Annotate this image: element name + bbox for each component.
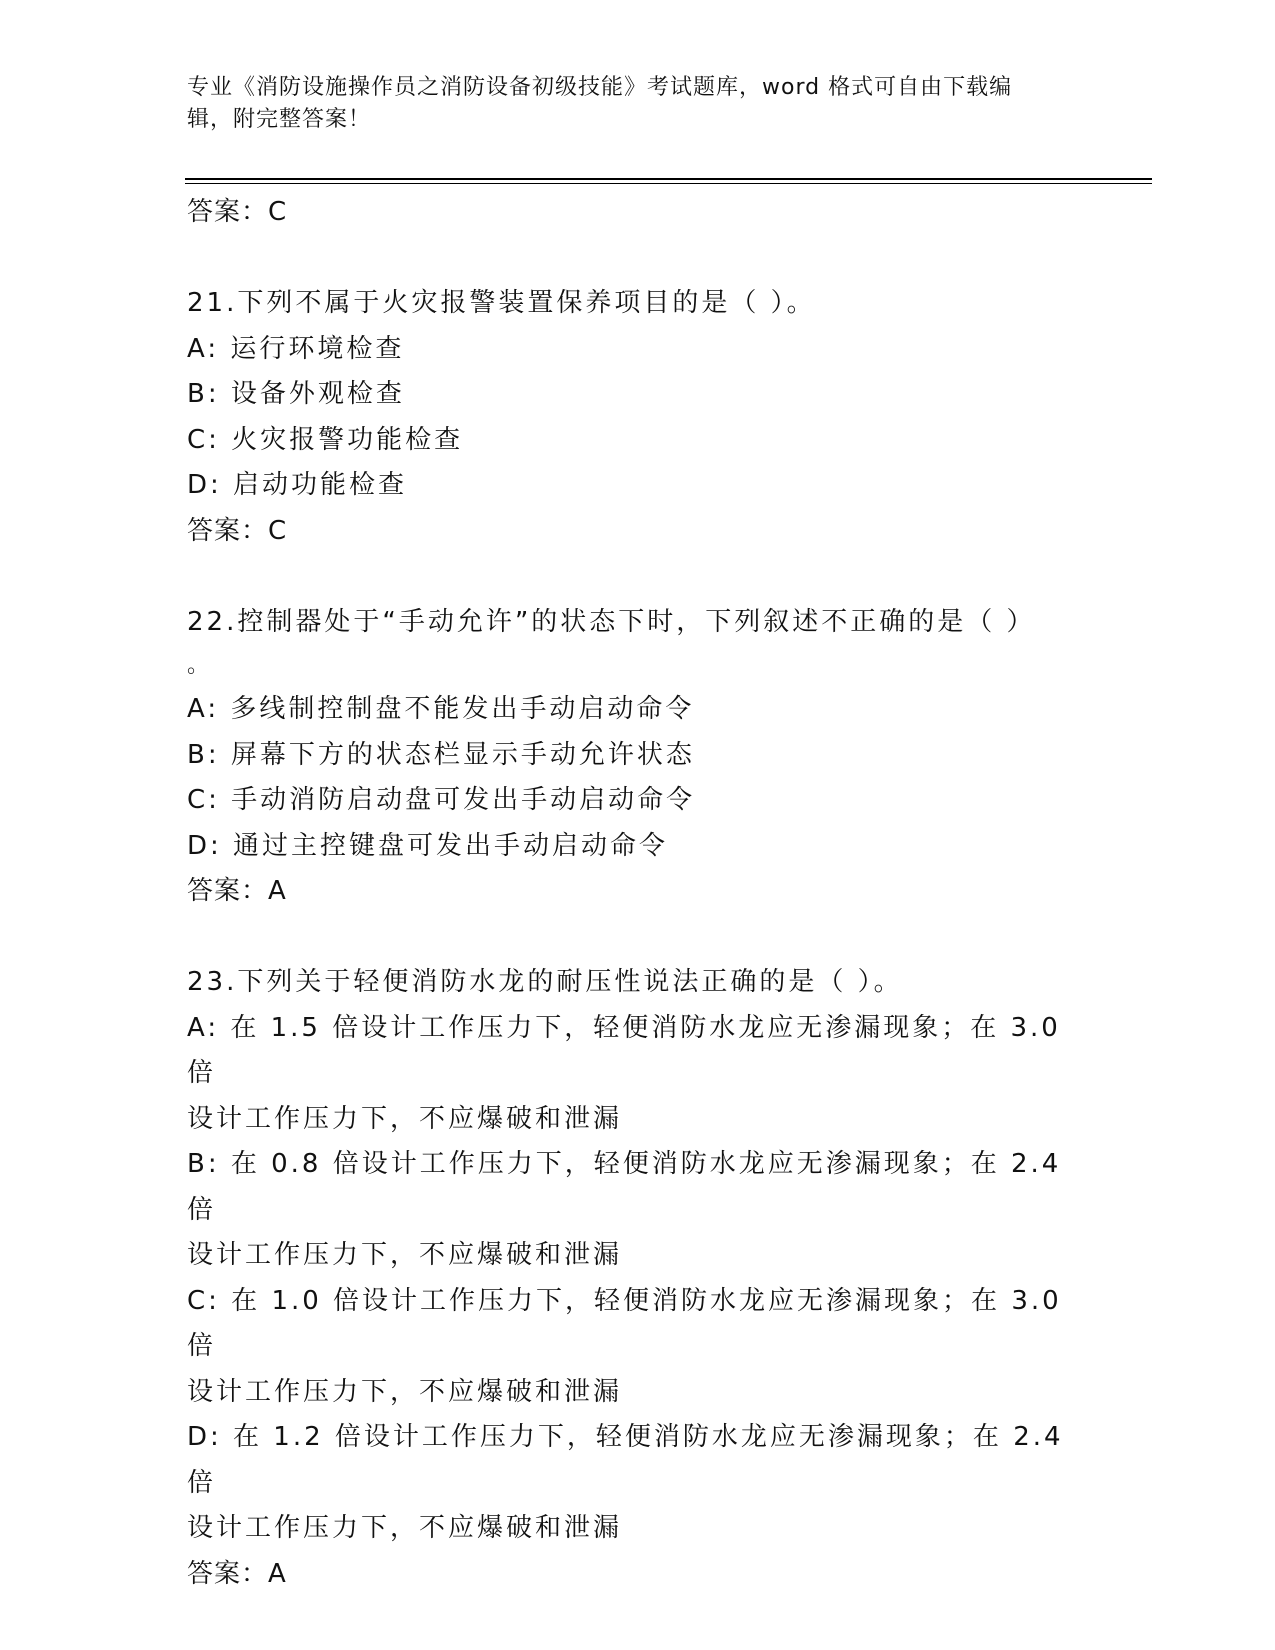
question-answer [187,869,1087,913]
header-divider-thick [185,178,1152,180]
option-b: B: 在 0.8 倍设计工作压力下，轻便消防水龙应无渗漏现象；在 2.4 倍 [187,1149,1062,1225]
option-b: B: 屏幕下方的状态栏显示手动允许状态 [187,739,695,770]
option-d: D: 在 1.2 倍设计工作压力下，轻便消防水龙应无渗漏现象；在 2.4 倍 [187,1422,1064,1498]
option-c: C: 手动消防启动盘可发出手动启动命令 [187,785,696,815]
option-c-continuation: 设计工作压力下，不应爆破和泄漏 [187,1376,623,1407]
option-a-continuation: 设计工作压力下，不应爆破和泄漏 [187,1103,623,1134]
option-d: D: 启动功能检查 [187,470,408,500]
option-a: A: 在 1.5 倍设计工作压力下，轻便消防水龙应无渗漏现象；在 3.0 倍 [187,1012,1061,1088]
answer-value: C [268,197,288,227]
answer-label: 答案： [187,876,269,906]
option-d-continuation: 设计工作压力下，不应爆破和泄漏 [187,1513,623,1543]
header-line-2: 辑，附完整答案！ [187,107,372,132]
option-c: C: 在 1.0 倍设计工作压力下，轻便消防水龙应无渗漏现象；在 3.0 倍 [187,1285,1062,1361]
prev-answer [187,190,1087,234]
header-divider-thin [185,183,1152,184]
answer-label: 答案： [187,515,269,546]
question-stem: 21.下列不属于火灾报警装置保养项目的是（ ）。 [187,288,816,318]
question-stem-continuation: 。 [187,653,213,678]
option-a: A: 运行环境检查 [187,333,405,364]
question-21 [187,281,1087,553]
question-stem: 23.下列关于轻便消防水龙的耐压性说法正确的是（ ）。 [187,967,903,997]
answer-label: 答案： [187,1558,269,1589]
question-answer [187,509,1087,553]
option-d: D: 通过主控键盘可发出手动启动命令 [187,830,669,861]
question-22 [187,600,1087,914]
question-answer [187,1552,1087,1596]
question-stem: 22.控制器处于“手动允许”的状态下时，下列叙述不正确的是（ ） [187,606,1036,637]
option-b: B: 设备外观检查 [187,379,405,409]
document-body [187,190,1087,1596]
question-23 [187,960,1087,1596]
header-line-1: 专业《消防设施操作员之消防设备初级技能》考试题库，word 格式可自由下载编 [187,75,1013,100]
option-c: C: 火灾报警功能检查 [187,424,464,455]
answer-value: A [268,876,287,906]
answer-label: 答案： [187,197,269,227]
answer-value: A [268,1558,287,1589]
document-header [187,72,1067,136]
option-b-continuation: 设计工作压力下，不应爆破和泄漏 [187,1240,623,1270]
option-a: A: 多线制控制盘不能发出手动启动命令 [187,694,695,724]
answer-value: C [268,515,288,546]
